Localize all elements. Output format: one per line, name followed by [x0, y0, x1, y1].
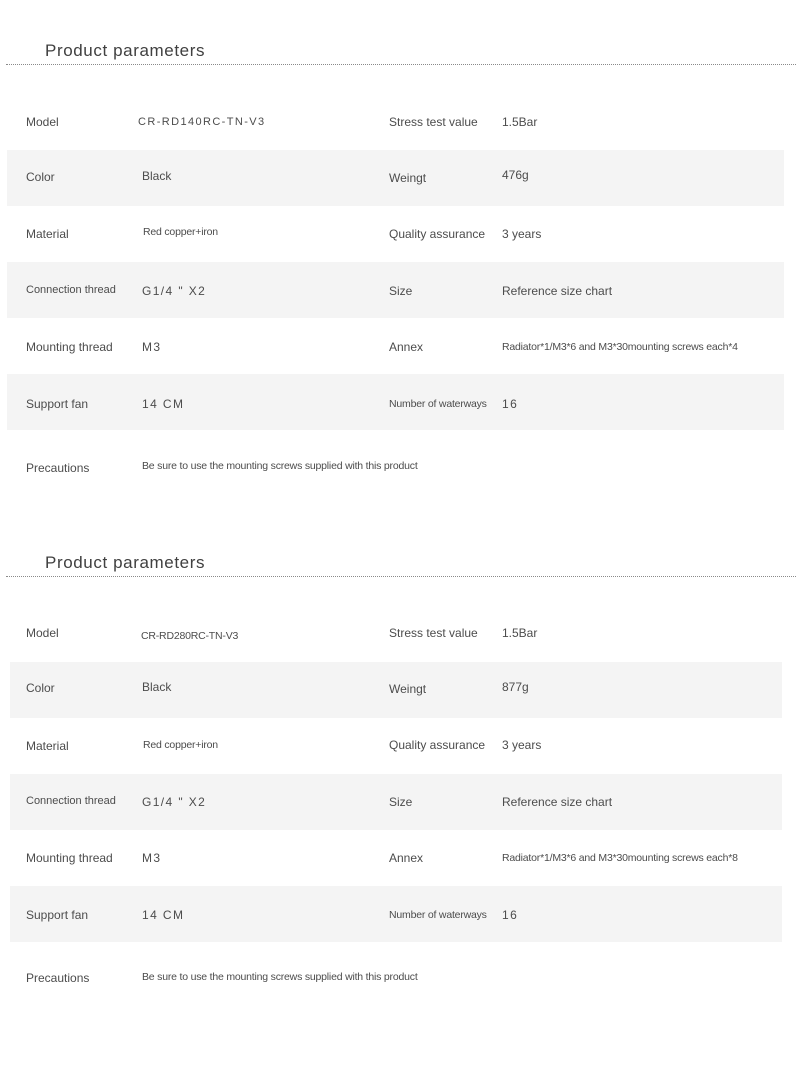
row-label: Model — [26, 115, 59, 129]
row-label-2: Stress test value — [389, 115, 478, 129]
table-row-material — [7, 206, 784, 262]
row-value: Red copper+iron — [143, 226, 218, 238]
row-value: Black — [142, 169, 172, 183]
row-value: Red copper+iron — [143, 739, 218, 751]
table-row-mounting-thread — [7, 318, 784, 374]
row-value-2: Radiator*1/M3*6 and M3*30mounting screws each*4 — [502, 341, 738, 353]
row-label: Material — [26, 227, 69, 241]
dotted-divider — [6, 576, 796, 577]
row-label: Connection thread — [26, 795, 116, 807]
row-value: CR-RD280RC-TN-V3 — [141, 630, 239, 642]
row-value-2: 16 — [502, 908, 519, 922]
row-label-2: Number of waterways — [389, 398, 487, 410]
row-value: G1/4 " X2 — [142, 284, 207, 298]
table-row-model — [10, 606, 782, 662]
row-label: Precautions — [26, 461, 90, 475]
row-label-2: Weingt — [389, 682, 427, 696]
row-value-2: 3 years — [502, 227, 542, 241]
row-value-2: Radiator*1/M3*6 and M3*30mounting screws each*8 — [502, 852, 738, 864]
row-value-2: 877g — [502, 680, 529, 694]
table-row-precautions — [7, 430, 784, 500]
row-value-2: 476g — [502, 168, 529, 182]
row-label-2: Stress test value — [389, 626, 478, 640]
table-row-mounting-thread — [10, 830, 782, 886]
row-label-2: Annex — [389, 340, 424, 354]
row-label-2: Number of waterways — [389, 909, 487, 921]
row-label: Model — [26, 626, 59, 640]
row-value: 14 CM — [142, 397, 185, 411]
row-label-2: Size — [389, 795, 413, 809]
row-value: M3 — [142, 851, 162, 865]
table-row-connection-thread — [7, 262, 784, 318]
row-value-2: 3 years — [502, 738, 542, 752]
row-label: Precautions — [26, 971, 90, 985]
row-label-2: Size — [389, 284, 413, 298]
row-label-2: Annex — [389, 851, 424, 865]
row-label: Mounting thread — [26, 340, 113, 354]
row-label: Connection thread — [26, 284, 116, 296]
table-row-color — [10, 662, 782, 718]
table-row-material — [10, 718, 782, 774]
row-value: Be sure to use the mounting screws supplied with this product — [142, 460, 418, 472]
row-value: 14 CM — [142, 908, 185, 922]
section-title: Product parameters — [45, 41, 206, 60]
table-row-color — [7, 150, 784, 206]
row-label: Support fan — [26, 908, 89, 922]
row-label-2: Quality assurance — [389, 227, 486, 241]
dotted-divider — [6, 64, 796, 65]
row-value-2: 1.5Bar — [502, 115, 538, 129]
row-value: CR-RD140RC-TN-V3 — [138, 116, 266, 128]
table-row-precautions — [10, 942, 782, 1012]
row-label: Support fan — [26, 397, 89, 411]
row-value: Black — [142, 680, 172, 694]
row-label: Mounting thread — [26, 851, 113, 865]
row-label-2: Quality assurance — [389, 738, 486, 752]
table-row-model — [7, 95, 784, 151]
row-value: G1/4 " X2 — [142, 795, 207, 809]
table-row-support-fan — [10, 886, 782, 942]
row-value: Be sure to use the mounting screws supplied with this product — [142, 971, 418, 983]
row-label: Color — [26, 681, 55, 695]
row-value-2: 16 — [502, 397, 519, 411]
row-value-2: 1.5Bar — [502, 626, 538, 640]
table-row-connection-thread — [10, 774, 782, 830]
row-label: Color — [26, 170, 55, 184]
row-value-2: Reference size chart — [502, 284, 613, 298]
row-label-2: Weingt — [389, 171, 427, 185]
row-value: M3 — [142, 340, 162, 354]
table-row-support-fan — [7, 374, 784, 430]
section-title: Product parameters — [45, 553, 206, 572]
row-value-2: Reference size chart — [502, 795, 613, 809]
row-label: Material — [26, 739, 69, 753]
